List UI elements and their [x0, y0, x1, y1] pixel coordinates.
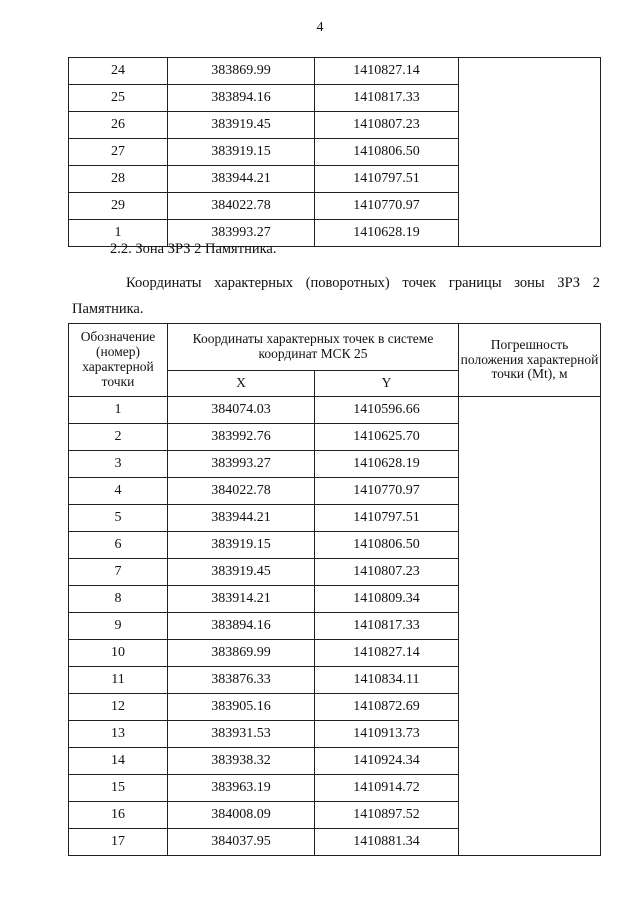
- x-coordinate-cell: 383914.21: [168, 586, 315, 613]
- point-number-cell: 17: [69, 829, 168, 856]
- x-coordinate-cell: 383992.76: [168, 424, 315, 451]
- y-coordinate-cell: 1410628.19: [315, 220, 459, 247]
- x-coordinate-cell: 383894.16: [168, 613, 315, 640]
- x-coordinate-cell: 383869.99: [168, 58, 315, 85]
- point-number-cell: 5: [69, 505, 168, 532]
- point-number-cell: 26: [69, 112, 168, 139]
- header-designation: Обозначение (номер) характерной точки: [69, 324, 168, 397]
- x-coordinate-cell: 383944.21: [168, 166, 315, 193]
- point-number-cell: 11: [69, 667, 168, 694]
- x-coordinate-cell: 384022.78: [168, 193, 315, 220]
- y-coordinate-cell: 1410797.51: [315, 505, 459, 532]
- y-coordinate-cell: 1410797.51: [315, 166, 459, 193]
- point-number-cell: 13: [69, 721, 168, 748]
- intro-paragraph-line1: Координаты характерных (поворотных) точек границы зоны ЗРЗ 2: [126, 275, 600, 291]
- point-number-cell: 3: [69, 451, 168, 478]
- coordinates-table-continued: [68, 57, 601, 247]
- y-coordinate-cell: 1410872.69: [315, 694, 459, 721]
- zrz2-coordinates-table: [68, 323, 601, 856]
- table-row: [69, 58, 601, 85]
- y-coordinate-cell: 1410806.50: [315, 139, 459, 166]
- point-number-cell: 25: [69, 85, 168, 112]
- x-coordinate-cell: 383938.32: [168, 748, 315, 775]
- point-number-cell: 2: [69, 424, 168, 451]
- y-coordinate-cell: 1410807.23: [315, 559, 459, 586]
- error-cell: [459, 58, 601, 247]
- intro-paragraph-line2: Памятника.: [72, 301, 144, 317]
- point-number-cell: 29: [69, 193, 168, 220]
- point-number-cell: 28: [69, 166, 168, 193]
- y-coordinate-cell: 1410806.50: [315, 532, 459, 559]
- point-number-cell: 12: [69, 694, 168, 721]
- point-number-cell: 1: [69, 220, 168, 247]
- x-coordinate-cell: 384008.09: [168, 802, 315, 829]
- point-number-cell: 10: [69, 640, 168, 667]
- x-coordinate-cell: 383876.33: [168, 667, 315, 694]
- x-coordinate-cell: 383931.53: [168, 721, 315, 748]
- page-number: 4: [316, 20, 324, 35]
- header-y: Y: [315, 371, 459, 397]
- header-coordinates: Координаты характерных точек в системе координат МСК 25: [168, 324, 459, 371]
- point-number-cell: 14: [69, 748, 168, 775]
- y-coordinate-cell: 1410817.33: [315, 85, 459, 112]
- y-coordinate-cell: 1410913.73: [315, 721, 459, 748]
- point-number-cell: 6: [69, 532, 168, 559]
- x-coordinate-cell: 383993.27: [168, 220, 315, 247]
- y-coordinate-cell: 1410834.11: [315, 667, 459, 694]
- x-coordinate-cell: 383894.16: [168, 85, 315, 112]
- x-coordinate-cell: 384022.78: [168, 478, 315, 505]
- x-coordinate-cell: 384037.95: [168, 829, 315, 856]
- y-coordinate-cell: 1410807.23: [315, 112, 459, 139]
- x-coordinate-cell: 383919.15: [168, 139, 315, 166]
- y-coordinate-cell: 1410809.34: [315, 586, 459, 613]
- x-coordinate-cell: 383963.19: [168, 775, 315, 802]
- y-coordinate-cell: 1410596.66: [315, 397, 459, 424]
- x-coordinate-cell: 383993.27: [168, 451, 315, 478]
- y-coordinate-cell: 1410625.70: [315, 424, 459, 451]
- x-coordinate-cell: 383869.99: [168, 640, 315, 667]
- point-number-cell: 16: [69, 802, 168, 829]
- point-number-cell: 1: [69, 397, 168, 424]
- point-number-cell: 15: [69, 775, 168, 802]
- point-number-cell: 9: [69, 613, 168, 640]
- header-x: X: [168, 371, 315, 397]
- point-number-cell: 8: [69, 586, 168, 613]
- point-number-cell: 4: [69, 478, 168, 505]
- section-heading: 2.2. Зона ЗРЗ 2 Памятника.: [110, 241, 277, 257]
- y-coordinate-cell: 1410897.52: [315, 802, 459, 829]
- y-coordinate-cell: 1410914.72: [315, 775, 459, 802]
- x-coordinate-cell: 384074.03: [168, 397, 315, 424]
- point-number-cell: 27: [69, 139, 168, 166]
- point-number-cell: 7: [69, 559, 168, 586]
- y-coordinate-cell: 1410770.97: [315, 193, 459, 220]
- x-coordinate-cell: 383905.16: [168, 694, 315, 721]
- y-coordinate-cell: 1410817.33: [315, 613, 459, 640]
- y-coordinate-cell: 1410924.34: [315, 748, 459, 775]
- x-coordinate-cell: 383919.15: [168, 532, 315, 559]
- y-coordinate-cell: 1410827.14: [315, 640, 459, 667]
- x-coordinate-cell: 383944.21: [168, 505, 315, 532]
- x-coordinate-cell: 383919.45: [168, 559, 315, 586]
- error-cell: [459, 397, 601, 856]
- y-coordinate-cell: 1410770.97: [315, 478, 459, 505]
- y-coordinate-cell: 1410827.14: [315, 58, 459, 85]
- x-coordinate-cell: 383919.45: [168, 112, 315, 139]
- y-coordinate-cell: 1410628.19: [315, 451, 459, 478]
- point-number-cell: 24: [69, 58, 168, 85]
- table-row: [69, 397, 601, 424]
- header-error: Погрешность положения характерной точки (Mt), м: [459, 324, 601, 397]
- y-coordinate-cell: 1410881.34: [315, 829, 459, 856]
